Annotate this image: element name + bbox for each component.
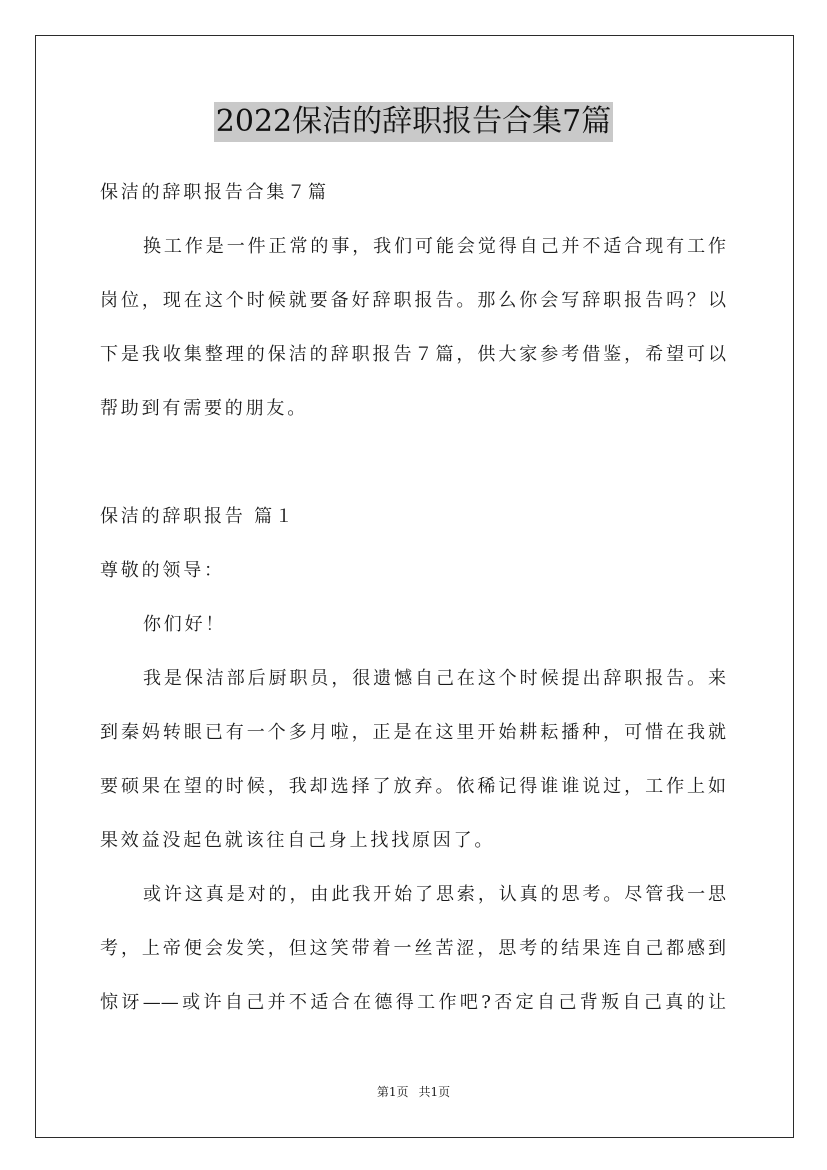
- document-title: 2022保洁的辞职报告合集7篇: [214, 102, 613, 142]
- paragraph-line: 到秦妈转眼已有一个多月啦，正是在这里开始耕耘播种，可惜在我就: [100, 722, 726, 743]
- paragraph-line: 或许这真是对的，由此我开始了思索，认真的思考。尽管我一思: [143, 884, 726, 905]
- total-pages-label: 共1页: [418, 1085, 451, 1099]
- section-heading: 保洁的辞职报告 篇１: [100, 506, 296, 527]
- paragraph-line: 要硕果在望的时候，我却选择了放弃。依稀记得谁谁说过，工作上如: [100, 776, 726, 797]
- paragraph-line: 果效益没起色就该往自己身上找找原因了。: [100, 830, 496, 851]
- document-body: [100, 166, 726, 1030]
- page-footer: [0, 1084, 827, 1100]
- title-container: [0, 102, 827, 142]
- blank-line: [100, 436, 726, 490]
- letter-greeting: 你们好！: [143, 614, 227, 635]
- intro-line: 帮助到有需要的朋友。: [100, 398, 308, 419]
- letter-salutation: 尊敬的领导：: [100, 560, 225, 581]
- intro-line: 下是我收集整理的保洁的辞职报告７篇，供大家参考借鉴，希望可以: [100, 344, 726, 365]
- current-page-label: 第1页: [376, 1085, 409, 1099]
- intro-line: 换工作是一件正常的事，我们可能会觉得自己并不适合现有工作: [143, 236, 726, 257]
- paragraph-line: 我是保洁部后厨职员，很遗憾自己在这个时候提出辞职报告。来: [143, 668, 726, 689]
- paragraph-line: 惊讶——或许自己并不适合在德得工作吧?否定自己背叛自己真的让: [100, 992, 726, 1013]
- intro-line: 岗位，现在这个时候就要备好辞职报告。那么你会写辞职报告吗？以: [100, 290, 726, 311]
- document-subtitle: 保洁的辞职报告合集７篇: [100, 182, 329, 203]
- paragraph-line: 考，上帝便会发笑，但这笑带着一丝苦涩，思考的结果连自己都感到: [100, 938, 726, 959]
